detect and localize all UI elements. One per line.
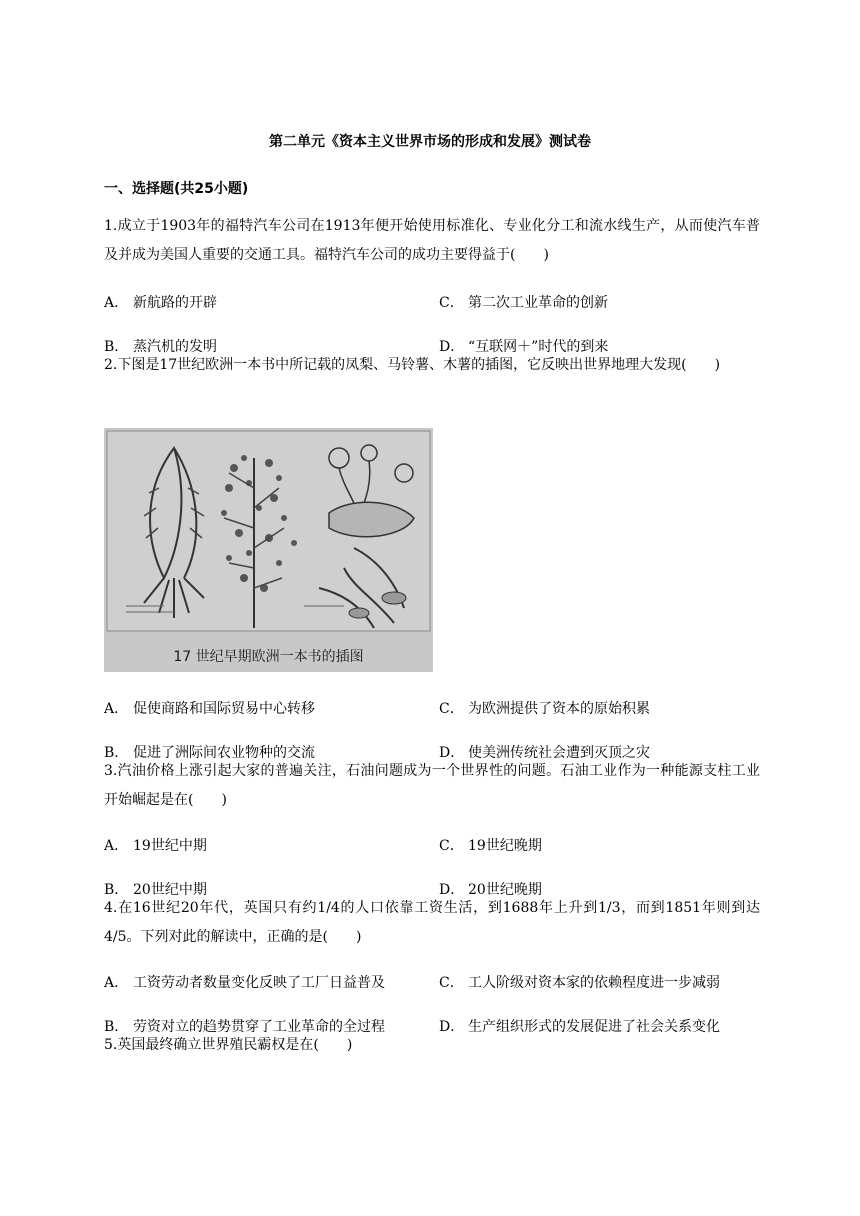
option-letter: D． xyxy=(439,745,465,761)
question-5-stem: 5.英国最终确立世界殖民霸权是在( ) xyxy=(104,1037,353,1053)
option-text: 生产组织形式的发展促进了社会关系变化 xyxy=(468,1019,720,1035)
botanical-illustration xyxy=(104,428,433,672)
option-letter: B． xyxy=(104,882,129,898)
option-letter: D． xyxy=(439,1019,465,1035)
question-4-option-c[interactable] xyxy=(439,972,720,992)
option-letter: C． xyxy=(439,295,464,311)
question-3-option-c[interactable] xyxy=(439,835,542,855)
option-text: 19世纪晚期 xyxy=(468,838,542,854)
question-1-option-c[interactable] xyxy=(439,292,608,312)
option-text: “互联网＋”时代的到来 xyxy=(468,339,609,355)
question-3-option-a[interactable] xyxy=(104,835,207,855)
question-3-stem: 3.汽油价格上涨引起大家的普遍关注，石油问题成为一个世界性的问题。石油工业作为一种能源支柱工业开始崛起是在( ) xyxy=(104,763,760,808)
option-letter: C． xyxy=(439,838,464,854)
question-1-option-a[interactable] xyxy=(104,292,217,312)
option-letter: B． xyxy=(104,1019,129,1035)
option-text: 20世纪晚期 xyxy=(468,882,542,898)
option-letter: B． xyxy=(104,745,129,761)
option-letter: C． xyxy=(439,975,464,991)
option-text: 工资劳动者数量变化反映了工厂日益普及 xyxy=(133,975,385,991)
question-2-option-c[interactable] xyxy=(439,698,650,718)
option-text: 第二次工业革命的创新 xyxy=(468,295,608,311)
option-text: 新航路的开辟 xyxy=(133,295,217,311)
figure-caption: 17 世纪早期欧洲一本书的插图 xyxy=(173,649,364,665)
option-letter: A． xyxy=(104,975,129,991)
option-text: 促进了洲际间农业物种的交流 xyxy=(133,745,315,761)
question-4-stem: 4.在16世纪20年代，英国只有约1/4的人口依靠工资生活，到1688年上升到1/3，而到1851年则到达4/5。下列对此的解读中，正确的是( ) xyxy=(104,900,760,945)
option-text: 19世纪中期 xyxy=(133,838,207,854)
page-title: 第二单元《资本主义世界市场的形成和发展》测试卷 xyxy=(269,134,591,150)
question-1-stem: 1.成立于1903年的福特汽车公司在1913年便开始使用标准化、专业化分工和流水线生产，从而使汽车普及并成为美国人重要的交通工具。福特汽车公司的成功主要得益于( ) xyxy=(104,218,760,263)
option-letter: A． xyxy=(104,295,129,311)
option-letter: C． xyxy=(439,701,464,717)
option-text: 蒸汽机的发明 xyxy=(133,339,217,355)
option-letter: D． xyxy=(439,339,465,355)
option-text: 为欧洲提供了资本的原始积累 xyxy=(468,701,650,717)
section-heading: 一、选择题(共25小题) xyxy=(104,181,249,197)
plant-drawing xyxy=(104,428,433,638)
option-text: 劳资对立的趋势贯穿了工业革命的全过程 xyxy=(133,1019,385,1035)
question-2-stem: 2.下图是17世纪欧洲一本书中所记载的凤梨、马铃薯、木薯的插图，它反映出世界地理大发现( ) xyxy=(104,357,721,373)
question-4-option-a[interactable] xyxy=(104,972,385,992)
option-text: 20世纪中期 xyxy=(133,882,207,898)
option-letter: A． xyxy=(104,838,129,854)
question-2-option-a[interactable] xyxy=(104,698,315,718)
option-letter: A． xyxy=(104,701,129,717)
option-text: 促使商路和国际贸易中心转移 xyxy=(133,701,315,717)
option-text: 使美洲传统社会遭到灭顶之灾 xyxy=(468,745,650,761)
option-letter: B． xyxy=(104,339,129,355)
option-letter: D． xyxy=(439,882,465,898)
option-text: 工人阶级对资本家的依赖程度进一步减弱 xyxy=(468,975,720,991)
